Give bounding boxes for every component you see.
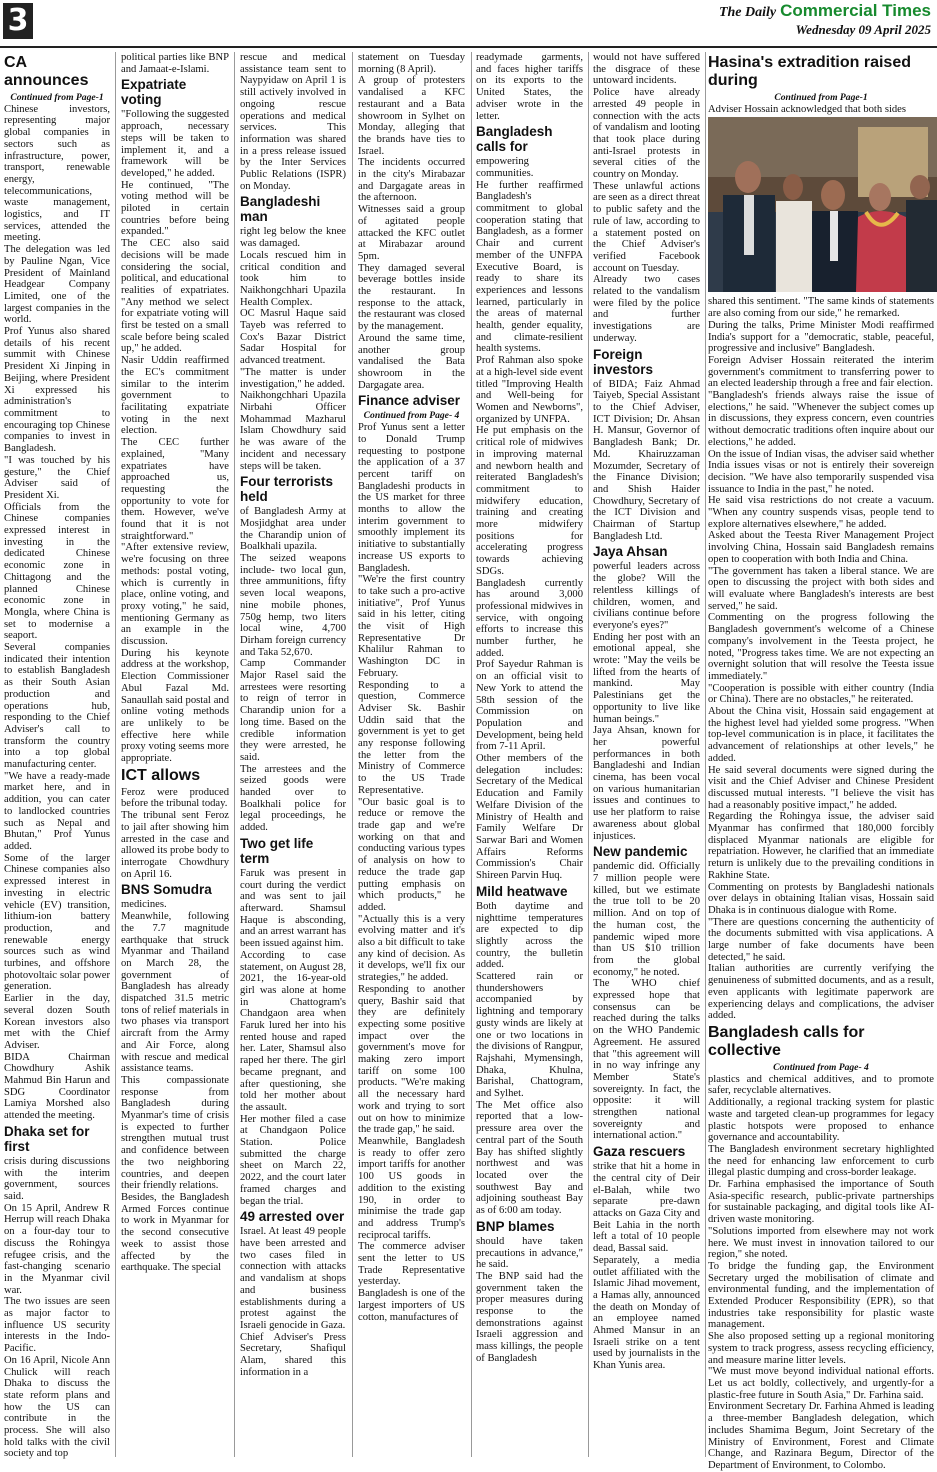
paragraph: During his keynote address at the workshop, Election Commissioner Abul Fazal Md. Sanaullah said postal and online voting methods are unlikely to be effective here while proxy voting seems more appropriate.	[121, 647, 229, 765]
paragraph: To bridge the funding gap, the Environment Secretary urged the mobilisation of climate and environmental funding, and the implementation of Extended Producer Responsibility (EPR), so that industries take responsibility for plastic waste management.	[708, 1260, 934, 1331]
headline: Expatriate voting	[121, 77, 187, 108]
column-divider	[115, 52, 116, 1457]
paragraph: "Our basic goal is to reduce or remove the trade gap and we're working on that and conducting various types of analysis on how to reduce the trade gap putting emphasis on which products," he added.	[358, 796, 465, 913]
paragraph: Earlier in the day, several dozen South Korean investors also met with the Chief Adviser.	[4, 993, 110, 1051]
paragraph: of Bangladesh Army at Mosjidghat area under the Charandip union of Boalkhali upazila.	[240, 506, 346, 553]
column-1	[4, 52, 110, 1460]
headline: BNP blames	[476, 1218, 555, 1234]
paragraph: Commenting on protests by Bangladeshi nationals over delays in obtaining Italian visas, Hossain said Dhaka is in continuous dialogue with Rome.	[708, 881, 934, 916]
paragraph: He put emphasis on the critical role of midwives in improving maternal and newborn health and reiterated Bangladesh's commitment to midwifery education, training and creating more midwifery positions for accelerating progress towards achieving SDGs.	[476, 425, 583, 577]
paragraph: Jaya Ahsan, known for her powerful performances in both Bangladeshi and Indian cinema, has been vocal on various humanitarian issues and continues to use her platform to raise awareness about global injustices.	[593, 725, 700, 842]
paragraph: Additionally, a regional tracking system for plastic waste and targeted clean-up programmes for legacy plastic hotspots were proposed to enhance governance and accountability.	[708, 1097, 934, 1144]
column-divider	[352, 52, 353, 1457]
paragraph: "The government has taken a liberal stance. We are open to discussing the project with both sides and will evaluate where Bangladesh's interests are best served," he said.	[708, 565, 934, 612]
paragraph: This compassionate response from Bangladesh during Myanmar's time of crisis is expected to further strengthen mutual trust and confidence between the two neighboring countries, and deepen their friendly relations.	[121, 1074, 229, 1192]
paragraph: Meanwhile, following the 7.7 magnitude earthquake that struck Myanmar and Thailand on March 28, the government of Bangladesh has already dispatched 31.5 metric tons of relief materials in two phases via transport aircraft from the Army and Air Force, along with rescue and medical assistance teams.	[121, 911, 229, 1075]
paragraph: pandemic did. Officially 7 million people were killed, but we estimate the true toll to be 20 million. And on top of the human cost, the pandemic wiped more than US $10 trillion from the global economy," he noted.	[593, 861, 700, 978]
paragraph: Responding to a question, Commerce Adviser Sk. Bashir Uddin said that the government is yet to get any response following the letter from the Ministry of Commerce to the US Trade Representative.	[358, 679, 465, 796]
paragraph: crisis during discussions with the interim government, sources said.	[4, 1155, 110, 1202]
paragraph: The CEC further explained, "Many expatriates have approached us, requesting the opportunity to vote for them. However, we've found that it is not straightforward."	[121, 437, 229, 542]
paragraph: The WHO chief expressed hope that consensus can be reached during the talks on the WHO Pandemic Agreement. He assured that "this agreement will in no way infringe any Member State's sovereignty. In fact, the opposite: it will strengthen national sovereignty and international action."	[593, 978, 700, 1142]
paragraph: These unlawful actions are seen as a direct threat to public safety and the rule of law, according to a statement posted on the Chief Adviser's verified Facebook account on Tuesday.	[593, 180, 700, 274]
paragraph: The seized weapons include- two local gun, three ammunitions, fifty seven local weapons, nine mobile phones, 750g hemp, two liters local wine, 4,700 Dirham foreign currency and Taka 52,670.	[240, 553, 346, 658]
brand-daily: The Daily	[718, 5, 777, 20]
paragraph: Some of the larger Chinese companies also expressed interest in investing in electric vehicle (EV) transition, lithium-ion battery production, and renewable energy sources such as wind turbines, and offshore photovoltaic solar power generation.	[4, 852, 110, 993]
paragraph: Naikhongchhari Upazila Nirbahi Officer Mohammad Mazharul Islam Chowdhury said he was aware of the incident and necessary steps will be taken.	[240, 390, 346, 472]
headline: Mild heatwave	[476, 883, 568, 899]
paragraph: Feroz were produced before the tribunal today.	[121, 786, 229, 810]
headline: CA announces	[4, 54, 89, 89]
paragraph: Bangladesh currently has around 3,000 professional midwives in service, with ongoing efforts to increase this number further, he added.	[476, 577, 583, 659]
page-number: 3	[3, 3, 33, 39]
paragraph: readymade garments, and faces higher tariffs on its exports to the United States, the adviser wrote in the letter.	[476, 52, 583, 122]
brand	[719, 1, 931, 38]
paragraph: Foreign Adviser Hossain reiterated the interim government's commitment to transferring power to an elected leadership through a free and fair election.	[708, 354, 934, 390]
paragraph: Officials from the Chinese companies expressed interest in investing in the dedicated Chinese economic zone in Chittagong and the planned Chinese economic zone in Mongla, where China is set to modernise a seaport.	[4, 501, 110, 642]
paragraph: right leg below the knee was damaged.	[240, 226, 346, 250]
paragraph: BIDA Chairman Chowdhury Ashik Mahmud Bin Harun and SDG Coordinator Lamiya Morshed also attended the meeting.	[4, 1051, 110, 1122]
paragraph: "We must move beyond individual national efforts. Let us act boldly, collectively, and urgently-for a plastic-free future in South Asia," Dr. Farhina said.	[708, 1366, 934, 1401]
paragraph: of BIDA; Faiz Ahmad Taiyeb, Special Assistant to the Chief Adviser, ICT Division; Dr. Ahsan H. Mansur, Governor of Bangladesh Bank; Dr. Md. Khairuzzaman Mozumder, Secretary of the Finance Division; and Shish Haider Chowdhury, Secretary of the ICT Division and Chairman of Startup Bangladesh Ltd.	[593, 378, 700, 542]
column-6	[593, 52, 700, 1457]
paragraph: Meanwhile, Bangladesh is ready to offer zero import tariffs for another 100 US goods in addition to the existing 190, in order to minimise the trade gap and address Trump's reciprocal tariffs.	[358, 1135, 465, 1241]
paragraph: The BNP said had the government taken the proper measures during response to the demonstrations against Israeli aggression and mass killings, the people of Bangladesh	[476, 1270, 583, 1364]
paragraph: Several companies indicated their intention to establish Bangladesh as their South Asian production and operations hub, responding to the Chief Adviser's call to transform the country into a top global manufacturing center.	[4, 642, 110, 771]
headline: ICT allows	[121, 766, 201, 784]
headline: Hasina's extradition raised during	[708, 54, 911, 89]
paragraph: The Bangladesh environment secretary highlighted the need for enhancing law enforcement to curb illegal plastic dumping and cross-border leakage.	[708, 1143, 934, 1179]
paragraph: Bangladesh is one of the largest importers of US cotton, manufactures of	[358, 1288, 465, 1323]
paragraph: The incidents occurred in the city's Mirabazar and Dargagate areas in the afternoon.	[358, 157, 465, 204]
paragraph: They damaged several beverage bottles inside the restaurant. In response to the attack, the restaurant was closed by the management.	[358, 262, 465, 333]
news-photo	[708, 117, 937, 292]
continued-note: Continued from Page- 4	[363, 410, 460, 422]
paragraph: Environment Secretary Dr. Farhina Ahmed is leading a three-member Bangladesh delegation, which includes Shamima Begum, Joint Secretary of the Ministry of Environment, Forest and Climate Change, and Razinara Begum, Director of the Department of Environment, to Colombo.	[708, 1401, 934, 1471]
paragraph: Responding to another query, Bashir said that they are definitely expecting some positive impact over the government's move for making zero import tariff on some 100 products. "We're making all the necessary hard work and trying to sort out on how to minimize the trade gap," he said.	[358, 983, 465, 1136]
paragraph: Regarding the Rohingya issue, the adviser said Myanmar has confirmed that 180,000 forcibly displaced Myanmar nationals are eligible for repatriation. However, he clarified that an immediate return is unlikely due to the prevailing conditions in Rakhine State.	[708, 811, 934, 881]
paragraph: Prof Rahman also spoke at a high-level side event titled "Improving Health and Well-being for Women and Newborns", organized by UNFPA.	[476, 355, 583, 425]
paragraph: Other members of the delegation includes: Secretary of the Medical Education and Family Welfare Division of the Ministry of Health and Family Welfare Dr Sarwar Bari and Women Affairs Reforms Commission's Chair Shireen Parvin Huq.	[476, 753, 583, 882]
paragraph: Chinese investors, representing major global companies in sectors such as infrastructure, power, transport, renewable energy, telecommunications, waste management, logistics, and IT services, attended the meeting.	[4, 103, 110, 244]
paragraph: "The matter is under investigation," he added.	[240, 366, 346, 390]
masthead-rule	[0, 46, 937, 48]
headline: Finance adviser	[358, 393, 461, 409]
paragraph: He further reaffirmed Bangladesh's commitment to global cooperation stating that Bangladesh, as a former Chair and current member of the UNFPA Executive Board, is ready to share its experiences and lessons learned, particularly in the areas of maternal health, gender equality, and climate-resilient health systems.	[476, 179, 583, 355]
paragraph: Separately, a media outlet affiliated with the Islamic Jihad movement, a Hamas ally, announced the death on Monday of an employee named Ahmed Mansur in an Israeli strike on a tent used by journalists in the Khan Yunis area.	[593, 1254, 700, 1372]
paragraph: "There are questions concerning the authenticity of the documents submitted with visa applications. A large number of fake documents have been detected," he said.	[708, 916, 934, 963]
paragraph: Chief Adviser's Press Secretary, Shafiqul Alam, shared this information in a	[240, 1331, 346, 1378]
paragraph: OC Masrul Haque said Tayeb was referred to Cox's Bazar District Sadar Hospital for advanced treatment.	[240, 308, 346, 367]
column-5	[476, 52, 583, 1457]
paragraph: "Bangladesh's friends always raise the issue of elections," he said. "Whenever the subject comes up in discussions, they express concern, even countries without democratic traditions often inquire about our elections," he added.	[708, 390, 934, 448]
column-divider	[234, 52, 235, 1457]
paragraph: Ending her post with an emotional appeal, she wrote: "May the veils be lifted from the hearts of mankind. May Palestinians get the opportunity to live like human beings."	[593, 631, 700, 725]
paragraph: The tribunal sent Feroz to jail after showing him arrested in the case and allowed its probe body to interrogate Chowdhury on April 16.	[121, 810, 229, 880]
masthead	[0, 0, 937, 50]
paragraph: The delegation was led by Pauline Ngan, Vice President of Mainland Headgear Company Limited, one of the largest companies in the world.	[4, 244, 110, 326]
column-7-bottom	[708, 296, 934, 1471]
paragraph: A group of protesters vandalised a KFC restaurant and a Bata showroom in Sylhet on Monday, alleging that the brands have ties to Israel.	[358, 75, 465, 157]
headline: Gaza rescuers	[593, 1144, 686, 1160]
paragraph: "Solutions imported from elsewhere may not work here. We must invest in innovation tailored to our region," she noted.	[708, 1225, 934, 1261]
column-divider	[588, 52, 589, 1457]
paragraph: strike that hit a home in the central city of Deir el-Balah, while two separate pre-dawn attacks on Gaza City and Beit Lahia in the north left a total of 10 people dead, Bassal said.	[593, 1161, 700, 1255]
headline: Two get life term	[240, 835, 314, 866]
column-2	[121, 52, 229, 1457]
paragraph: The CEC also said decisions will be made considering the social, political, and educational realities of expatriates. "Any method we select for expatriate voting will first be tested on a small scale before being scaled up," he added.	[121, 238, 229, 355]
paragraph: Asked about the Teesta River Management Project involving China, Hossain said Bangladesh remains open to cooperation with both India and China.	[708, 530, 934, 565]
paragraph: He continued, "The voting method will be piloted in certain countries before being expanded."	[121, 179, 229, 238]
paragraph: On the issue of Indian visas, the adviser said whether India issues visas or not is entirely their sovereign decision. "We have also temporarily suspended visa issuance to India in the past," he noted.	[708, 448, 934, 495]
headline: Foreign investors	[593, 346, 654, 377]
continued-note: Continued from Page-1	[10, 92, 104, 103]
paragraph: rescue and medical assistance team sent to Naypyidaw on April 1 is still actively involved in ongoing rescue operations and medical services. This information was shared in a press release issued by the Inter Services Public Relations (ISPR) on Monday.	[240, 52, 346, 192]
paragraph: shared this sentiment. "The same kinds of statements are also coming from our side," he remarked.	[708, 296, 934, 320]
column-7-top	[708, 54, 934, 115]
paragraph: The commerce adviser sent the letter to US Trade Representative yesterday.	[358, 1241, 465, 1288]
paragraph: Witnesses said a group of agitated people attacked the KFC outlet at Mirabazar around 5pm.	[358, 204, 465, 262]
paragraph: Prof Yunus also shared details of his recent summit with Chinese President Xi Jinping in Beijing, where President Xi expressed his administration's commitment to encouraging top Chinese companies to invest in Bangladesh.	[4, 326, 110, 455]
issue-date: Wednesday 09 April 2025	[795, 22, 931, 37]
headline: 49 arrested over	[240, 1209, 345, 1225]
headline: BNS Somudra	[121, 882, 212, 898]
paragraph: "Actually this is a very evolving matter and it's also a bit difficult to take any kind of decision. As it develops, we'll fix our strategies," he added.	[358, 913, 465, 984]
headline: Bangladesh calls for	[476, 124, 553, 155]
paragraph: powerful leaders across the globe? Will the relentless killings of children, women, and civilians continue before everyone's eyes?"	[593, 561, 700, 631]
paragraph: Around the same time, another group vandalised the Bata showroom in the Dargagate area.	[358, 332, 465, 391]
headline: Dhaka set for first	[4, 1123, 90, 1154]
paragraph: Locals rescued him in critical condition and took him to Naikhongchhari Upazila Health Complex.	[240, 249, 346, 308]
paragraph: Adviser Hossain acknowledged that both sides	[708, 103, 907, 115]
column-3	[240, 52, 346, 1457]
headline: Bangladesh calls for collective	[708, 1024, 865, 1059]
paragraph: Besides, the Bangladesh Armed Forces continue to work in Myanmar for the second consecutive week to assist those affected by the earthquake. The special	[121, 1191, 229, 1274]
paragraph: medicines.	[121, 899, 167, 911]
paragraph: Dr. Farhina emphasised the importance of South Asia-specific research, public-private partnerships for sustainable packaging, and digital tools like AI-driven waste monitoring.	[708, 1179, 934, 1226]
paragraph: statement on Tuesday morning (8 April).	[358, 52, 465, 75]
paragraph: The arrestees and the seized goods were handed over to Boalkhali police for legal proceedings, he added.	[240, 763, 346, 834]
paragraph: On 16 April, Nicole Ann Chulick will reach Dhaka to discuss the state reform plans and how the US can contribute in the process. She will also hold talks with the civil society and top	[4, 1354, 110, 1460]
paragraph: Her mother filed a case at Chandgaon Police Station. Police submitted the charge sheet on March 22, 2022, and the court later framed charges and began the trial.	[240, 1113, 346, 1207]
paragraph: Israel. At least 49 people have been arrested and two cases filed in connection with attacks and vandalism at shops and business establishments during a protest against the Israeli genocide in Gaza.	[240, 1226, 346, 1331]
headline: Four terrorists held	[240, 474, 334, 505]
headline: Bangladeshi man	[240, 194, 321, 225]
paragraph: "Cooperation is possible with either country (India or China). There are no obstacles," he reiterated.	[708, 682, 934, 706]
paragraph: Scattered rain or thundershowers accompanied by lightning and temporary gusty winds are likely at one or two locations in the divisions of Rangpur, Rajshahi, Mymensingh, Dhaka, Khulna, Barishal, Chattogram, and Sylhet.	[476, 971, 583, 1100]
paragraph: The two issues are seen as major factor to influence US security interests in the Indo-Pacific.	[4, 1296, 110, 1355]
paragraph: Nasir Uddin reaffirmed the EC's commitment similar to the interim government to facilitating expatriate voting in the next election.	[121, 355, 229, 437]
brand-title: Commercial Times	[780, 1, 931, 20]
paragraph: Police have already arrested 49 people in connection with the acts of vandalism and looting that took place during anti-Israel protests in several cities of the country on Monday.	[593, 87, 700, 181]
continued-note: Continued from Page-1	[774, 92, 868, 103]
column-7	[708, 52, 934, 1471]
paragraph: Prof Sayedur Rahman is on an official visit to New York to attend the 58th session of the Commission on Population and Development, being held from 7-11 April.	[476, 659, 583, 753]
paragraph: plastics and chemical additives, and to promote safer, recyclable alternatives.	[708, 1073, 934, 1097]
paragraph: According to case statement, on August 28, 2021, the 16-year-old girl was alone at home in Chattogram's Chandgaon area when Faruk lured her into his rented house and raped her. Later, Shamsul also raped her there. The girl became pregnant, and after questioning, she told her mother about the assault.	[240, 949, 346, 1113]
continued-note: Continued from Page- 4	[773, 1062, 869, 1073]
column-divider	[471, 52, 472, 1457]
paragraph: Camp Commander Major Rasel said the arrestees were resorting to reign of terror in Charandip union for a long time. Based on the credible information they were arrested, he said.	[240, 658, 346, 763]
paragraph: Italian authorities are currently verifying the genuineness of submitted documents, and as a result, even applicants with legitimate paperwork are experiencing delays and complications, the adviser added.	[708, 963, 934, 1022]
paragraph: would not have suffered the disgrace of these untoward incidents.	[593, 52, 700, 87]
paragraph: "We're the first country to take such a pro-active initiative", Prof Yunus said in his letter, citing the visit of High Representative Dr Khalilur Rahman to Washington DC in February.	[358, 574, 465, 679]
paragraph: Both daytime and nighttime temperatures are expected to dip slightly across the country, the bulletin added.	[476, 900, 583, 971]
headline: Jaya Ahsan	[593, 544, 668, 560]
paragraph: He said visa restrictions do not create a vacuum. "When any country suspends visas, people tend to explore alternatives elsewhere," he added.	[708, 495, 934, 530]
paragraph: should have taken precautions in advance," he said.	[476, 1235, 583, 1271]
paragraph: "I was touched by his gesture," the Chief Adviser said of President Xi.	[4, 454, 110, 501]
paragraph: On 15 April, Andrew R Herrup will reach Dhaka on a four-day tour to discuss the Rohingya refugee crisis, and the fast-changing scenario in the Myanmar civil war.	[4, 1202, 110, 1296]
headline: New pandemic	[593, 844, 688, 860]
paragraph: Commenting on the progress following the Bangladesh government's welcome of a Chinese company's involvement in the Teesta project, he noted, "Progress takes time. We are not expecting an overnight solution that will resolve the Teesta issue immediately."	[708, 612, 934, 682]
paragraph: He said several documents were signed during the visit and the Chief Adviser and Chinese President discussed mutual interests. "I believe the visit has had a reasonably positive impact," he added.	[708, 764, 934, 811]
paragraph: empowering communities.	[476, 156, 534, 179]
paragraph: She also proposed setting up a regional monitoring system to track progress, assess recycling efficiency, and measure marine litter levels.	[708, 1331, 934, 1366]
column-divider	[705, 52, 706, 1457]
paragraph: political parties like BNP and Jamaat-e-Islami.	[121, 52, 229, 75]
paragraph: Already two cases related to the vandalism were filed by the police and further investigations are underway.	[593, 274, 700, 344]
column-4	[358, 52, 465, 1457]
paragraph: "After extensive review, we're focusing on three methods: postal voting, which is currently in place, online voting, and proxy voting," he said, mentioning Germany as an example in the discussion.	[121, 542, 229, 648]
paragraph: During the talks, Prime Minister Modi reaffirmed India's support for a "democratic, stable, peaceful, progressive and inclusive" Bangladesh.	[708, 319, 934, 355]
paragraph: The Met office also reported that a low-pressure area over the central part of the South Bay has shifted slightly northwest and was located over the southwest Bay and adjoining southeast Bay as of 6:00 am today.	[476, 1099, 583, 1217]
paragraph: "Following the suggested approach, necessary steps will be taken to implement it, and a framework will be developed," he added.	[121, 109, 229, 179]
paragraph: "We have a ready-made market here, and in addition, you can cater to landlocked countries such as Nepal and Bhutan," Prof Yunus added.	[4, 770, 110, 852]
paragraph: About the China visit, Hossain said engagement at the highest level had yielded some progress. "When top-level communication is in place, it facilitates the advancement of relationships at other levels," he added.	[708, 706, 934, 764]
meeting-photo	[708, 117, 937, 292]
paragraph: Faruk was present in court during the verdict and was sent to jail afterward. Shamsul Haque is absconding, and an arrest warrant has been issued against him.	[240, 867, 346, 950]
paragraph: Prof Yunus sent a letter to Donald Trump requesting to postpone the application of a 37 percent tariff on Bangladeshi products in the US market for three months to allow the interim government to smoothly implement its initiative to substantially increase US exports to Bangladesh.	[358, 422, 465, 574]
